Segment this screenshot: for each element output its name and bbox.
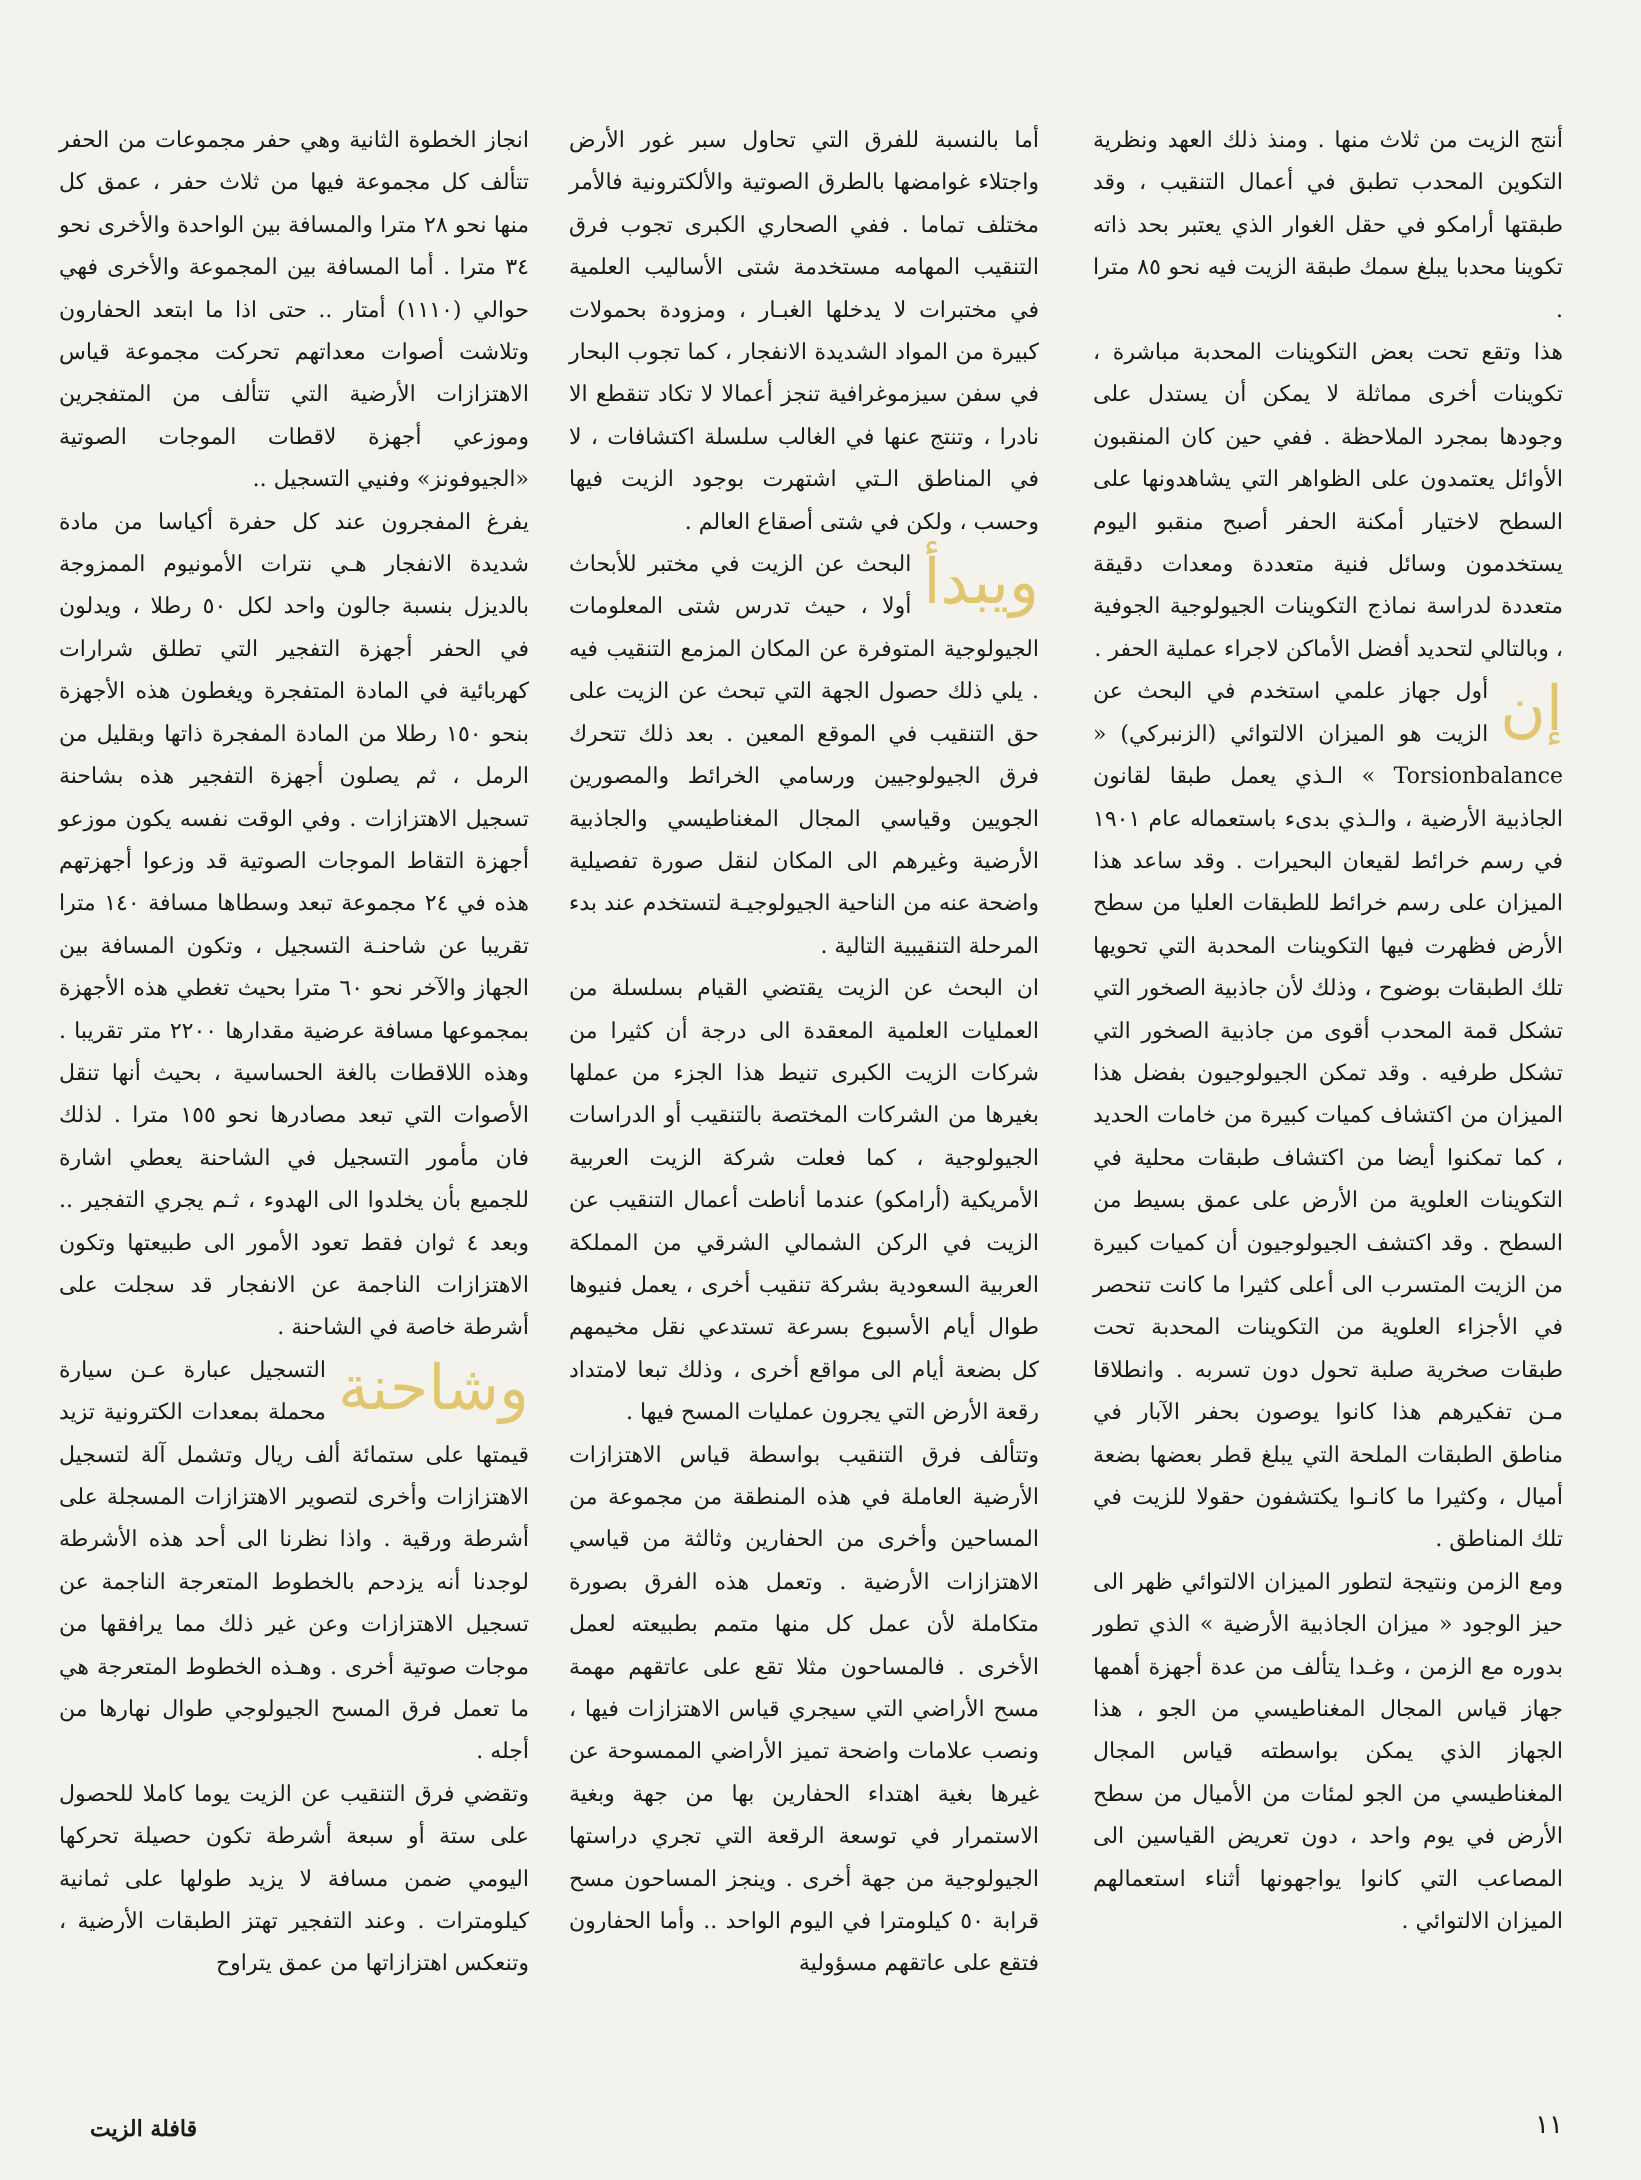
paragraph: يفرغ المفجرون عند كل حفرة أكياسا من مادة شديدة الانفجار هـي نترات الأمونيوم الممزوجة بالديزل بنسبة جالون واحد لكل ٥٠ رطلا ، ويدلون في الحفر أجهزة التفجير التي تطلق شرارات كهربائية في المادة المتفجرة ويغطون هذه الأجهزة بنحو ١٥٠ رطلا من المادة المفجرة ذاتها وبقليل من الرمل ، ثم يصلون أجهزة التفجير هذه بشاحنة تسجيل الاهتزازات . وفي الوقت نفسه يكون موزعو أجهزة التقاط الموجات الصوتية قد وزعوا أجهزتهم هذه في ٢٤ مجموعة تبعد وسطاها مسافة ١٤٠ مترا تقريبا عن شاحنـة التسجيل ، وتكون المسافة بين الجهاز والآخر نحو ٦٠ مترا بحيث تغطي هذه الأجهزة بمجموعها مسافة عرضية مقدارها ٢٢٠٠ متر تقريبا . وهذه اللاقطات بالغة الحساسية ، بحيث أنها تنقل الأصوات التي تبعد مصادرها نحو ١٥٥ مترا . لذلك فان مأمور التسجيل في الشاحنة يعطي اشارة للجميع بأن يخلدوا الى الهدوء ، ثـم يجري التفجير .. وبعد ٤ ثوان فقط تعود الأمور الى طبيعتها وتكون الاهتزازات الناجمة عن الانفجار قد سجلت على أشرطة خاصة في الشاحنة . xyxy=(59,509,530,1341)
column-right xyxy=(1093,120,1563,1943)
paragraph: ومع الزمن ونتيجة لتطور الميزان الالتوائي ظهر الى حيز الوجود « ميزان الجاذبية الأرضية » الذي تطور بدوره مع الزمن ، وغـدا يتألف من عدة أجهزة أهمها جهاز قياس المجال المغناطيسي من الجو ، هذا الجهاز الذي يمكن بواسطته قياس المجال المغناطيسي من الجو لمئات من الأميال من سطح الأرض في يوم واحد ، دون تعريض القياسين الى المصاعب التي كانوا يواجهونها أثناء استعمالهم الميزان الالتوائي . xyxy=(1093,1569,1563,1935)
paragraph: انجاز الخطوة الثانية وهي حفر مجموعات من الحفر تتألف كل مجموعة فيها من ثلاث حفر ، عمق كل منها نحو ٢٨ مترا والمسافة بين الواحدة والأخرى نحو ٣٤ مترا . أما المسافة بين المجموعة والأخرى فهي حوالي (١١١٠) أمتار .. حتى اذا ما ابتعد الحفارون وتلاشت أصوات معداتهم تحركت مجموعة قياس الاهتزازات الأرضية التي تتألف من المتفجرين وموزعي أجهزة لاقطات الموجات الصوتية «الجيوفونز» وفنيي التسجيل .. xyxy=(59,128,529,493)
magazine-title: قافلة الزيت xyxy=(90,2116,198,2142)
column-left xyxy=(59,120,529,1986)
dropcap-ornament: ويبدأ xyxy=(923,545,1039,619)
page-number: ١١ xyxy=(1535,2110,1563,2140)
paragraph: هذا وتقع تحت بعض التكوينات المحدبة مباشرة ، تكوينات أخرى مماثلة لا يمكن أن يستدل على وجودها بمجرد الملاحظة . ففي حين كان المنقبون الأوائل يعتمدون على الظواهر التي يشاهدونها على السطح لاختيار أمكنة الحفر أصبح منقبو اليوم يستخدمون وسائل فنية متعددة ومعدات دقيقة متعددة لدراسة نماذج التكوينات الجيولوجية الجوفية ، وبالتالي لتحديد أفضل الأماكن لاجراء عملية الحفر . xyxy=(1093,340,1563,662)
paragraph: ان البحث عن الزيت يقتضي القيام بسلسلة من العمليات العلمية المعقدة الى درجة أن كثيرا من شركات الزيت الكبرى تنيط هذا الجزء من عملها بغيرها من الشركات المختصة بالتنقيب أو الدراسات الجيولوجية ، كما فعلت شركة الزيت العربية الأمريكية (أرامكو) عندما أناطت أعمال التنقيب عن الزيت في الركن الشمالي الشرقي من المملكة العربية السعودية بشركة تنقيب أخرى ، يعمل فنيوها طوال أيام الأسبوع بسرعة تستدعي نقل مخيمهم كل بضعة أيام الى مواقع أخرى ، وذلك تبعا لامتداد رقعة الأرض التي يجرون عمليات المسح فيها . xyxy=(569,976,1039,1426)
dropcap-ornament: إن xyxy=(1500,672,1563,746)
paragraph: أنتج الزيت من ثلاث منها . ومنذ ذلك العهد ونظرية التكوين المحدب تطبق في أعمال التنقيب ، وقد طبقتها أرامكو في حقل الغوار الذي يعتبر بحد ذاته تكوينا محدبا يبلغ سمك طبقة الزيت فيه نحو ٨٥ مترا . xyxy=(1093,128,1564,323)
column-middle xyxy=(569,120,1039,1986)
paragraph: إن أول جهاز علمي استخدم في البحث عن الزيت هو الميزان الالتوائي (الزنبركي) « Torsionbalance » الـذي يعمل طبقا لقانون الجاذبية الأرضية ، والـذي بدىء باستعماله عام ١٩٠١ في رسم خرائط لقيعان البحيرات . وقد ساعد هذا الميزان على رسم خرائط للطبقات العليا من سطح الأرض فظهرت فيها التكوينات المحدبة التي تحويها تلك الطبقات بوضوح ، وذلك لأن جاذبية الصخور التي تشكل قمة المحدب أقوى من جاذبية الصخور التي تشكل طرفيه . وقد تمكن الجيولوجيون بفضل هذا الميزان من اكتشاف كميات كبيرة من خامات الحديد ، كما تمكنوا أيضا من اكتشاف طبقات محلية في التكوينات العلوية من الأرض على عمق بسيط من السطح . وقد اكتشف الجيولوجيون أن كميات كبيرة من الزيت المتسرب الى أعلى كثيرا ما كانت تنحصر في الأجزاء العلوية من التكوينات المحدبة تحت طبقات صخرية صلبة تحول دون تسربه . وانطلاقا مـن تفكيرهم هذا كانوا يوصون بحفر الآبار في مناطق الطبقات الملحة التي يبلغ قطر بعضها بضعة أميال ، وكثيرا ما كانـوا يكتشفون حقولا للزيت في تلك المناطق . xyxy=(1093,672,1563,1553)
dropcap-ornament: وشاحنة xyxy=(337,1350,529,1424)
paragraph: أما بالنسبة للفرق التي تحاول سبر غور الأرض واجتلاء غوامضها بالطرق الصوتية والألكترونية فالأمر مختلف تماما . ففي الصحاري الكبرى تجوب فرق التنقيب المهامه مستخدمة شتى الأساليب العلمية في مختبرات لا يدخلها الغبـار ، ومزودة بحمولات كبيرة من المواد الشديدة الانفجار ، كما تجوب البحار في سفن سيزموغرافية تنجز أعمالا لا تكاد تنقطع الا نادرا ، وتنتج عنها في الغالب سلسلة اكتشافات ، لا في المناطق الـتي اشتهرت بوجود الزيت فيها وحسب ، ولكن في شتى أصقاع العالم . xyxy=(569,128,1039,535)
paragraph: وتقضي فرق التنقيب عن الزيت يوما كاملا للحصول على ستة أو سبعة أشرطة تكون حصيلة تحركها اليومي ضمن مسافة لا يزيد طولها على ثمانية كيلومترات . وعند التفجير تهتز الطبقات الأرضية ، وتنعكس اهتزازاتها من عمق يتراوح xyxy=(59,1781,529,1977)
paragraph: ويبدأ البحث عن الزيت في مختبر للأبحاث أولا ، حيث تدرس شتى المعلومات الجيولوجية المتوفرة عن المكان المزمع التنقيب فيه . يلي ذلك حصول الجهة التي تبحث عن الزيت على حق التنقيب في الموقع المعين . بعد ذلك تتحرك فرق الجيولوجيين ورسامي الخرائط والمصورين الجويين وقياسي المجال المغناطيسي والجاذبية الأرضية وغيرهم الى المكان لنقل صورة تفصيلية واضحة عنه من الناحية الجيولوجيـة لتستخدم عند بدء المرحلة التنقيبية التالية . xyxy=(569,545,1039,959)
paragraph: وتتألف فرق التنقيب بواسطة قياس الاهتزازات الأرضية العاملة في هذه المنطقة من مجموعة من المساحين وأخرى من الحفارين وثالثة من قياسي الاهتزازات الأرضية . وتعمل هذه الفرق بصورة متكاملة لأن عمل كل منها متمم بطبيعته لعمل الأخرى . فالمساحون مثلا تقع على عاتقهم مهمة مسح الأراضي التي سيجري قياس الاهتزازات فيها ، ونصب علامات واضحة تميز الأراضي الممسوحة عن غيرها بغية اهتداء الحفارين بها من جهة وبغية الاستمرار في توسعة الرقعة التي تجري دراستها الجيولوجية من جهة أخرى . وينجز المساحون مسح قرابة ٥٠ كيلومترا في اليوم الواحد .. وأما الحفارون فتقع على عاتقهم مسؤولية xyxy=(569,1442,1039,1977)
paragraph: وشاحنة التسجيل عبارة عـن سيارة محملة بمعدات الكترونية تزيد قيمتها على ستمائة ألف ريال وتشمل آلة لتسجيل الاهتزازات وأخرى لتصوير الاهتزازات المسجلة على أشرطة ورقية . واذا نظرنا الى أحد هذه الأشرطة لوجدنا أنه يزدحم بالخطوط المتعرجة الناجمة عن تسجيل الاهتزازات وعن غير ذلك مما يرافقها من موجات صوتية أخرى . وهـذه الخطوط المتعرجة هي ما تعمل فرق المسح الجيولوجي طوال نهارها من أجله . xyxy=(59,1350,529,1765)
